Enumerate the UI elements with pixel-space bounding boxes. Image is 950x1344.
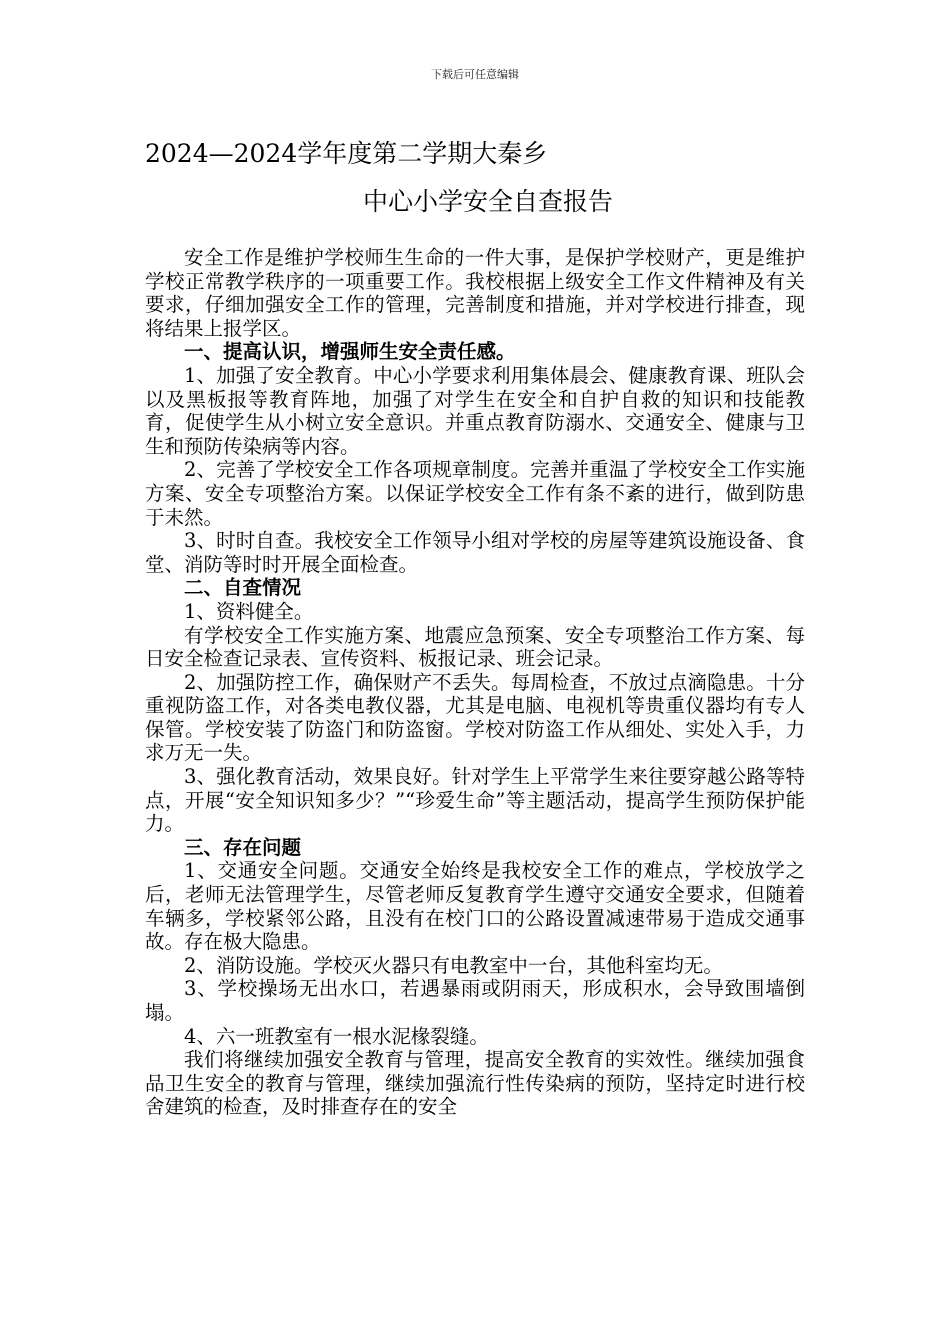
paragraph: 1、交通安全问题。交通安全始终是我校安全工作的难点，学校放学之后，老师无法管理学生，尽管老师反复教育学生遵守交通安全要求，但随着车辆多，学校紧邻公路，且没有在校门口的公路设置减速带易于造成交通事故。存在极大隐患。 bbox=[145, 859, 805, 954]
paragraph: 我们将继续加强安全教育与管理，提高安全教育的实效性。继续加强食品卫生安全的教育与管理，继续加强流行性传染病的预防，坚持定时进行校舍建筑的检查，及时排查存在的安全 bbox=[145, 1048, 805, 1119]
paragraph: 3、强化教育活动，效果良好。针对学生上平常学生来往要穿越公路等特点，开展“安全知识知多少？”“珍爱生命”等主题活动，提高学生预防保护能力。 bbox=[145, 765, 805, 836]
paragraph: 3、学校操场无出水口，若遇暴雨或阴雨天，形成积水，会导致围墙倒塌。 bbox=[145, 977, 805, 1024]
title-line-1: 2024—2024学年度第二学期大秦乡 bbox=[145, 139, 548, 168]
title-line-2: 中心小学安全自查报告 bbox=[363, 187, 614, 216]
paragraph: 3、时时自查。我校安全工作领导小组对学校的房屋等建筑设施设备、食堂、消防等时时开展全面检查。 bbox=[145, 529, 805, 576]
paragraph: 1、资料健全。 bbox=[184, 599, 314, 623]
paragraph: 2、完善了学校安全工作各项规章制度。完善并重温了学校安全工作实施方案、安全专项整治方案。以保证学校安全工作有条不紊的进行，做到防患于未然。 bbox=[145, 458, 805, 529]
paragraph: 1、加强了安全教育。中心小学要求利用集体晨会、健康教育课、班队会以及黑板报等教育阵地，加强了对学生在安全和自护自救的知识和技能教育，促使学生从小树立安全意识。并重点教育防溺水、交通安全、健康与卫生和预防传染病等内容。 bbox=[145, 363, 805, 458]
paragraph: 4、六一班教室有一根水泥椽裂缝。 bbox=[184, 1024, 489, 1048]
section-heading: 三、存在问题 bbox=[184, 835, 302, 859]
page-header: 下载后可任意编辑 bbox=[431, 68, 519, 81]
section-heading: 一、提高认识，增强师生安全责任感。 bbox=[184, 340, 516, 364]
paragraph: 2、加强防控工作，确保财产不丢失。每周检查，不放过点滴隐患。十分重视防盗工作，对各类电教仪器，尤其是电脑、电视机等贵重仪器均有专人保管。学校安装了防盗门和防盗窗。学校对防盗工作从细处、实处入手，力求万无一失。 bbox=[145, 670, 805, 765]
paragraph: 安全工作是维护学校师生生命的一件大事，是保护学校财产，更是维护学校正常教学秩序的一项重要工作。我校根据上级安全工作文件精神及有关要求，仔细加强安全工作的管理，完善制度和措施，并对学校进行排查，现将结果上报学区。 bbox=[145, 246, 805, 340]
section-heading: 二、自查情况 bbox=[184, 576, 302, 600]
paragraph: 2、消防设施。学校灭火器只有电教室中一台，其他科室均无。 bbox=[184, 953, 723, 977]
paragraph: 有学校安全工作实施方案、地震应急预案、安全专项整治工作方案、每日安全检查记录表、宣传资料、板报记录、班会记录。 bbox=[145, 623, 805, 671]
document-body bbox=[145, 246, 805, 1119]
